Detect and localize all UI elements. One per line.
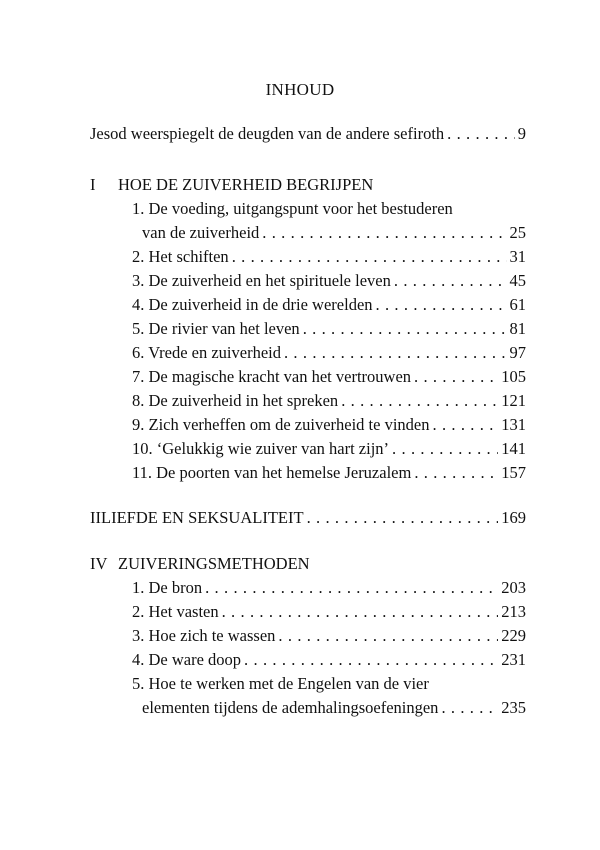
toc-entry-text: 4. De ware doop [132, 650, 242, 669]
toc-entry-page: 231 [501, 650, 526, 669]
toc-entry-page: 105 [501, 367, 526, 386]
toc-entry [132, 293, 526, 317]
toc-entry-text: 7. De magische kracht van het vertrouwen [132, 367, 412, 386]
toc-entry [132, 245, 526, 269]
toc-entry-page: 97 [509, 343, 526, 362]
toc-entry-page: 213 [501, 602, 526, 621]
toc-entry [132, 624, 526, 648]
toc-entry-text: 2. Het vasten [132, 602, 219, 621]
dot-leader [307, 506, 499, 530]
section-title: HOE DE ZUIVERHEID BEGRIJPEN [118, 175, 374, 194]
dot-leader [376, 293, 507, 317]
dot-leader [232, 245, 507, 269]
dot-leader [278, 624, 498, 648]
toc-entry-text: 5. Hoe te werken met de Engelen van de vier [132, 674, 429, 693]
toc-entry [132, 365, 526, 389]
dot-leader [414, 365, 498, 389]
toc-entry-page: 235 [501, 698, 526, 717]
toc-entry-page: 81 [509, 319, 526, 338]
toc-entry-first-line [132, 197, 526, 221]
toc-entry-first-line [132, 672, 526, 696]
toc-entry-text: van de zuiverheid [142, 223, 260, 242]
toc-entry-text: Jesod weerspiegelt de deugden van de andere sefiroth [90, 124, 445, 143]
toc-entry-page: 141 [501, 439, 526, 458]
section-title: ZUIVERINGSMETHODEN [118, 554, 310, 573]
toc-entry [132, 437, 526, 461]
toc-section-4 [90, 552, 526, 720]
toc-entry-text: 8. De zuiverheid in het spreken [132, 391, 339, 410]
toc-entry [142, 696, 526, 720]
toc-entry-text: 11. De poorten van het hemelse Jeruzalem [132, 463, 412, 482]
toc-entry-page: 131 [501, 415, 526, 434]
toc-entry-text: 3. Hoe zich te wassen [132, 626, 276, 645]
dot-leader [284, 341, 507, 365]
section-title: LIEFDE EN SEKSUALITEIT [101, 508, 304, 527]
dot-leader [303, 317, 507, 341]
toc-entry-page: 45 [509, 271, 526, 290]
toc-entry-text: 1. De voeding, uitgangspunt voor het bestuderen [132, 199, 453, 218]
toc-entry-page: 169 [501, 508, 526, 527]
section-numeral: I [90, 175, 96, 194]
toc-entry-page: 61 [509, 295, 526, 314]
dot-leader [205, 576, 498, 600]
toc-entry-text: 6. Vrede en zuiverheid [132, 343, 281, 362]
toc-entry [132, 389, 526, 413]
dot-leader [447, 122, 515, 146]
page-title: INHOUD [265, 80, 335, 99]
toc-entry [132, 648, 526, 672]
toc-entry-text: 1. De bron [132, 578, 203, 597]
toc-entry-page: 31 [509, 247, 526, 266]
toc-entry-page: 9 [517, 124, 526, 143]
section-numeral: IV [90, 554, 108, 573]
toc-entry-text: elementen tijdens de ademhalingsoefeningen [142, 698, 439, 717]
toc-entry-text: 5. De rivier van het leven [132, 319, 300, 338]
toc-entry-text: 10. ‘Gelukkig wie zuiver van hart zijn’ [132, 439, 390, 458]
toc-entry [142, 221, 526, 245]
toc-entry [90, 122, 526, 146]
toc-entry [132, 413, 526, 437]
toc-entry-text: 2. Het schiften [132, 247, 229, 266]
dot-leader [414, 461, 498, 485]
toc-entry [132, 600, 526, 624]
dot-leader [222, 600, 499, 624]
section-numeral: II [90, 508, 101, 527]
toc-entry-page: 121 [501, 391, 526, 410]
toc-entry-text: 3. De zuiverheid en het spirituele leven [132, 271, 391, 290]
dot-leader [244, 648, 498, 672]
toc-entry-page: 229 [501, 626, 526, 645]
toc-entry [132, 341, 526, 365]
dot-leader [262, 221, 506, 245]
dot-leader [394, 269, 507, 293]
toc-entry-page: 157 [501, 463, 526, 482]
toc-entry [132, 576, 526, 600]
toc-entry [132, 461, 526, 485]
dot-leader [392, 437, 498, 461]
toc-intro [90, 122, 526, 146]
toc-entry [132, 317, 526, 341]
toc-section-2 [90, 506, 526, 530]
toc-section-1 [90, 173, 526, 485]
toc-entry [132, 269, 526, 293]
dot-leader [441, 696, 498, 720]
toc-entry-text: 9. Zich verheffen om de zuiverheid te vinden [132, 415, 430, 434]
section-heading [90, 506, 526, 530]
toc-entry-page: 25 [509, 223, 526, 242]
toc-entry-text: 4. De zuiverheid in de drie werelden [132, 295, 373, 314]
toc-entry-page: 203 [501, 578, 526, 597]
dot-leader [433, 413, 499, 437]
section-heading [90, 552, 526, 576]
section-heading [90, 173, 526, 197]
dot-leader [341, 389, 498, 413]
